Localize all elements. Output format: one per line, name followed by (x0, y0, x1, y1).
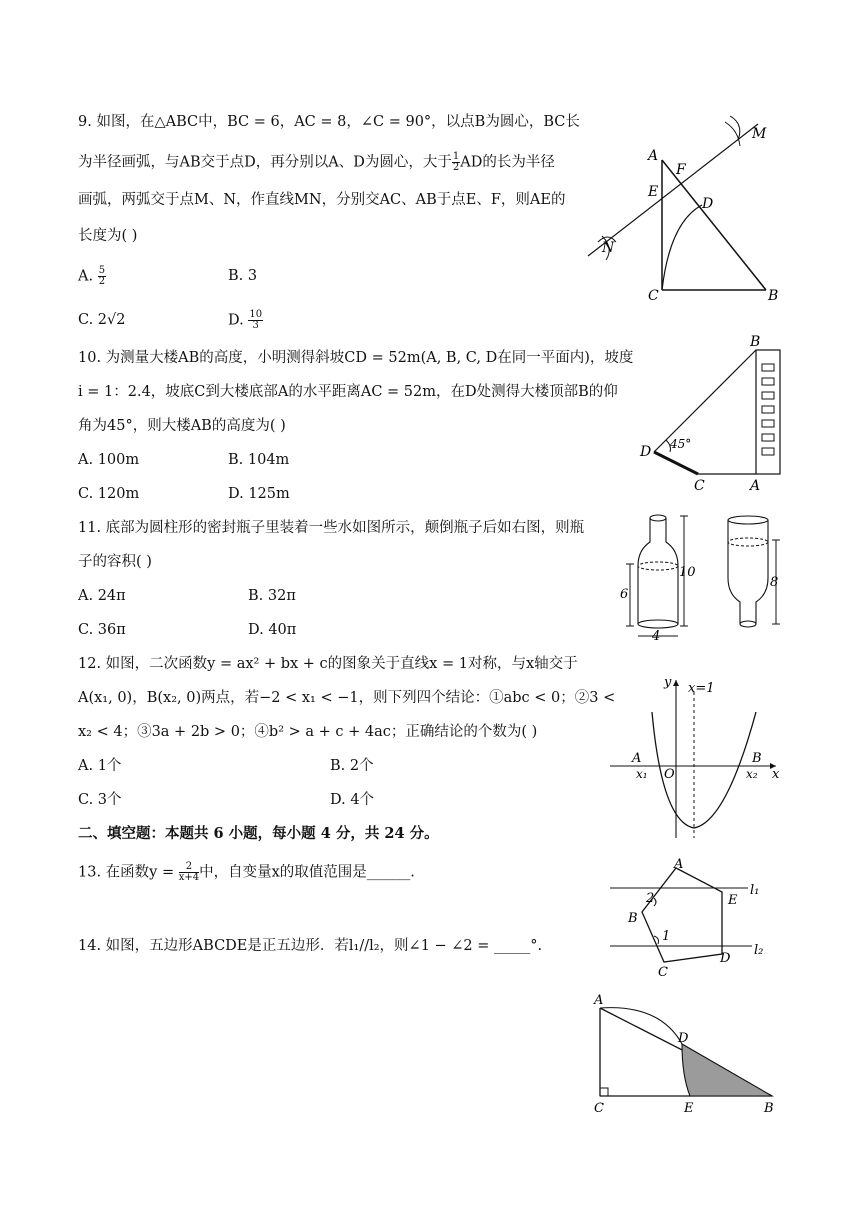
q9-line-2 (78, 152, 555, 173)
q12-option-d: D. 4个 (330, 792, 375, 808)
q14-label-d: D (720, 951, 731, 966)
q10-option-b: B. 104m (228, 452, 290, 468)
q12-label-y: y (664, 675, 672, 690)
q10-line-1: 10. 为测量大楼AB的高度，小明测得斜坡CD = 52m(A, B, C, D在同一平面内)，坡度 (78, 350, 634, 366)
q11-label-6: 6 (620, 587, 629, 602)
q12-option-c: C. 3个 (78, 792, 122, 808)
q15-label-d: D (678, 1031, 689, 1046)
q11-label-8: 8 (770, 575, 779, 590)
q9-label-m: M (752, 126, 767, 142)
q9-half-fraction: $\frac{1}{2}$ (452, 151, 460, 173)
q9-label-b: B (768, 288, 779, 304)
q9-label-a: A (648, 148, 659, 164)
q14-label-e: E (728, 893, 738, 908)
q9-label-n: N (602, 240, 615, 256)
q9-option-b: B. 3 (228, 268, 258, 284)
q10-figure (636, 332, 836, 492)
q12-label-a: A (632, 751, 642, 766)
q11-option-a: A. 24π (78, 588, 126, 604)
q15-label-b: B (764, 1101, 774, 1116)
q12-option-b: B. 2个 (330, 758, 374, 774)
q14-label-c: C (658, 965, 668, 980)
q15-label-e: E (684, 1101, 694, 1116)
q14-figure (604, 858, 784, 988)
q12-label-x2: x₂ (746, 767, 758, 781)
q10-label-d: D (640, 444, 652, 460)
q10-line-2: i = 1：2.4，坡底C到大楼底部A的水平距离AC = 52m，在D处测得大楼顶部B的仰 (78, 384, 618, 400)
q12-label-x1: x₁ (636, 767, 648, 781)
q12-label-b: B (752, 751, 762, 766)
q12-option-a: A. 1个 (78, 758, 122, 774)
q13-line: 13. 在函数y = $\frac{2}{x+4}$ 中，自变量x的取值范围是______. (78, 861, 415, 883)
q9-line-4: 长度为( ) (78, 228, 138, 244)
section-2-heading: 二、填空题：本题共 6 小题，每小题 4 分，共 24 分。 (78, 825, 439, 842)
q11-label-4: 4 (652, 629, 661, 644)
q9-label-f: F (676, 162, 686, 178)
q10-line-3: 角为45°，则大楼AB的高度为( ) (78, 418, 286, 434)
q9-line-3: 画弧，两弧交于点M、N，作直线MN，分别交AC、AB于点E、F，则AE的 (78, 192, 566, 208)
q14-line: 14. 如图，五边形ABCDE是正五边形．若l₁//l₂，则∠1 − ∠2 = _____°. (78, 938, 543, 954)
q11-line-2: 子的容积( ) (78, 554, 152, 570)
q12-label-x1-line: x=1 (688, 681, 715, 696)
q9-line-2a: 为半径画弧，与AB交于点D，再分别以A、D为圆心，大于 (78, 154, 452, 171)
q10-label-b: B (750, 334, 761, 350)
q9-option-d: D. $\frac{10}{3}$ (228, 309, 263, 331)
q14-label-a: A (674, 857, 684, 872)
q12-figure (606, 672, 786, 842)
q11-option-d: D. 40π (248, 622, 297, 638)
q12-line-2: A(x₁, 0)，B(x₂, 0)两点，若−2 < x₁ < −1，则下列四个结论：①abc < 0；②3 < (78, 690, 616, 706)
q11-line-1: 11. 底部为圆柱形的密封瓶子里装着一些水如图所示，颠倒瓶子后如右图，则瓶 (78, 520, 585, 536)
q9-line-1: 9. 如图，在△ABC中，BC = 6，AC = 8，∠C = 90°，以点B为圆心，BC长 (78, 114, 580, 130)
q9-label-d: D (702, 196, 714, 212)
q14-label-b: B (628, 911, 638, 926)
q12-label-o: O (664, 767, 675, 782)
q10-label-c: C (694, 478, 705, 494)
q14-label-1: 1 (662, 929, 671, 944)
q12-line-1: 12. 如图，二次函数y = ax² + bx + c的图象关于直线x = 1对称，与x轴交于 (78, 656, 578, 672)
q15-label-c: C (594, 1101, 604, 1116)
q14-label-l1: l₁ (750, 883, 760, 898)
q14-label-2: 2 (646, 891, 655, 906)
q9-line-2b: AD的长为半径 (460, 154, 555, 171)
q14-label-l2: l₂ (754, 943, 764, 958)
q9-figure (580, 110, 800, 310)
q9-label-e: E (648, 184, 659, 200)
q10-option-a: A. 100m (78, 452, 140, 468)
q11-figure (616, 512, 816, 642)
q15-figure (590, 990, 790, 1120)
q10-label-a: A (750, 478, 761, 494)
q12-line-3: x₂ < 4；③3a + 2b > 0；④b² > a + c + 4ac；正确结论的个数为( ) (78, 724, 538, 740)
q13-fraction: $\frac{2}{x+4}$ (178, 861, 200, 883)
q11-option-c: C. 36π (78, 622, 126, 638)
q9-option-a: A. $\frac{5}{2}$ (78, 265, 106, 287)
q10-label-angle: 45° (670, 437, 692, 451)
q10-option-d: D. 125m (228, 486, 290, 502)
q10-option-c: C. 120m (78, 486, 140, 502)
q12-label-x: x (772, 767, 780, 782)
q9-option-c: C. 2√2 (78, 312, 126, 328)
q11-option-b: B. 32π (248, 588, 296, 604)
q9-label-c: C (648, 288, 659, 304)
q11-label-10: 10 (679, 565, 696, 580)
q15-label-a: A (594, 993, 604, 1008)
